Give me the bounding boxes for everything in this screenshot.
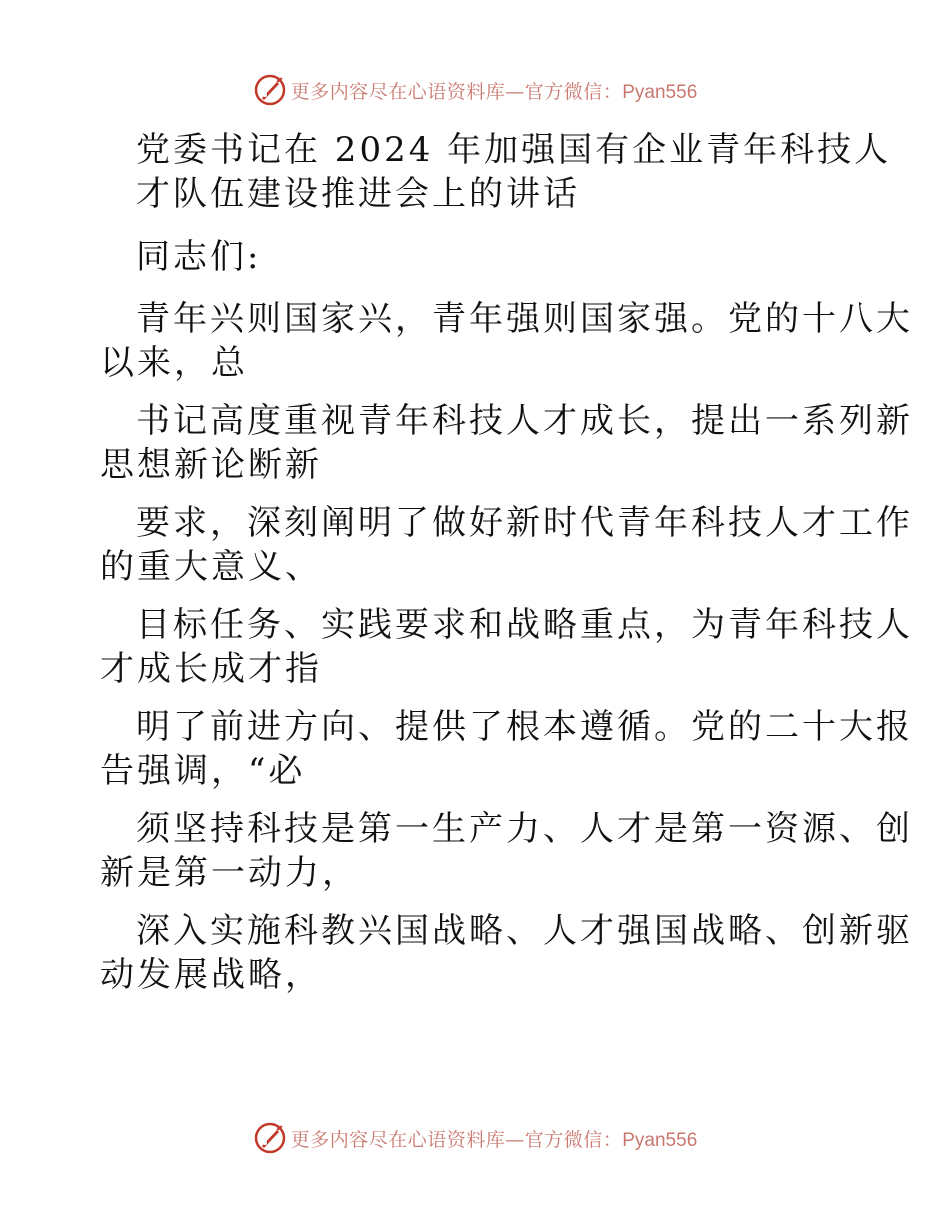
watermark-text: 更多内容尽在心语资料库—官方微信：Pyan556 [290,1128,698,1151]
quill-pen-seal-icon [253,1121,287,1155]
header-watermark [0,70,950,110]
paragraph-line: 要求，深刻阐明了做好新时代青年科技人才工作 [136,503,913,543]
paragraph-block [100,297,913,997]
paragraph-line: 的重大意义、 [100,547,322,587]
paragraph-line: 以来，总 [100,343,248,383]
quill-pen-seal-icon [253,73,287,107]
document-body [100,122,913,997]
wechat-id: Pyan556 [622,1129,698,1151]
wechat-id: Pyan556 [622,81,698,103]
paragraph-line: 思想新论断新 [100,445,322,485]
paragraph-line: 明了前进方向、提供了根本遵循。党的二十大报 [136,707,913,747]
paragraph-line: 新是第一动力， [100,853,359,893]
watermark-text: 更多内容尽在心语资料库—官方微信：Pyan556 [290,80,698,103]
paragraph-line: 须坚持科技是第一生产力、人才是第一资源、创 [136,809,913,849]
paragraph-line: 书记高度重视青年科技人才成长，提出一系列新 [136,401,913,441]
paragraph-line: 深入实施科教兴国战略、人才强国战略、创新驱 [136,911,913,951]
paragraph-line: 告强调，“必 [100,751,306,791]
paragraph-line: 动发展战略， [100,955,322,995]
document-title-line-2: 才队伍建设推进会上的讲话 [136,174,580,214]
paragraph-line: 青年兴则国家兴，青年强则国家强。党的十八大 [136,299,913,339]
paragraph-line: 才成长成才指 [100,649,322,689]
salutation: 同志们: [136,237,262,277]
footer-watermark [0,1118,950,1158]
document-title-line-1: 党委书记在 2024 年加强国有企业青年科技人 [136,130,892,170]
paragraph-line: 目标任务、实践要求和战略重点，为青年科技人 [136,605,913,645]
